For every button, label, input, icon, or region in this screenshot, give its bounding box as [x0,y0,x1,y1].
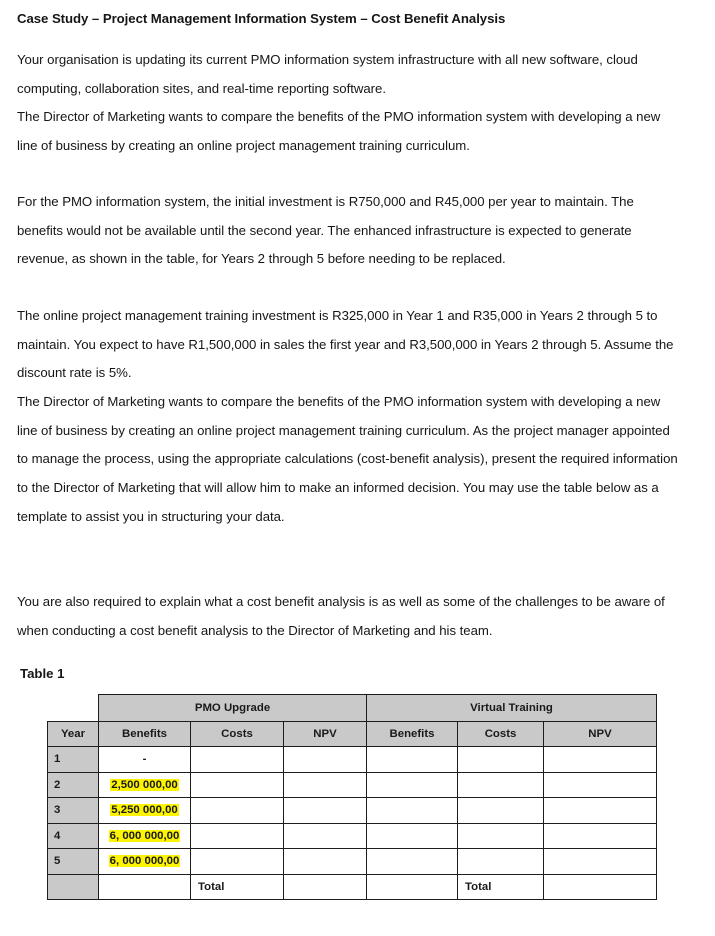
cost-benefit-table-container [47,694,657,900]
cell-benefits-training [367,798,458,824]
cell-npv-pmo [284,849,367,875]
cell-year [48,874,99,900]
cell-year: 3 [48,798,99,824]
column-header-npv-training: NPV [544,722,657,747]
highlighted-value: 5,250 000,00 [111,804,178,817]
cell-benefits-training [367,747,458,773]
table-row [48,772,657,798]
table-header-row [48,722,657,747]
paragraph-5: The Director of Marketing wants to compare the benefits of the PMO information system with developing a new line of business by creating an online project management training curriculum. As the project manager appointed to manage the process, using the appropriate calculations (cost-benefit analysis), present the required information to the Director of Marketing that will allow him to make an informed decision. You may use the table below as a template to assist you in structuring your data. [17,394,678,524]
highlighted-value: 6, 000 000,00 [109,829,180,842]
paragraph-4: The online project management training investment is R325,000 in Year 1 and R35,000 in Years 2 through 5 to maintain. You expect to have R1,500,000 in sales the first year and R3,500,000 in Years 2 through 5. Assume the discount rate is 5%. [17,308,674,381]
column-header-benefits-training: Benefits [367,722,458,747]
cell-npv-training [544,874,657,900]
cell-benefits-pmo [99,747,191,773]
cell-npv-pmo [284,747,367,773]
cell-costs-pmo [191,823,284,849]
empty-value-dash: - [142,753,147,766]
cell-benefits-training [367,772,458,798]
cell-benefits-training [367,849,458,875]
cost-benefit-table [47,694,657,900]
cell-costs-pmo [191,772,284,798]
paragraph-1: Your organisation is updating its current PMO information system infrastructure with all new software, cloud computing, collaboration sites, and real-time reporting software. [17,52,638,96]
table-group-header-row [48,695,657,722]
cell-benefits-pmo [99,798,191,824]
cell-costs-pmo [191,747,284,773]
cell-npv-training [544,798,657,824]
table-row [48,823,657,849]
table-row [48,849,657,875]
cell-benefits-pmo [99,849,191,875]
table-corner-cell [48,695,99,722]
table-row [48,798,657,824]
table-caption: Table 1 [20,666,65,681]
cell-costs-training [458,823,544,849]
group-header-pmo-upgrade: PMO Upgrade [99,695,367,722]
column-header-costs-pmo: Costs [191,722,284,747]
column-header-costs-training: Costs [458,722,544,747]
cell-benefits-training [367,823,458,849]
cell-costs-training [458,772,544,798]
table-body [48,747,657,900]
cell-npv-pmo [284,874,367,900]
cell-npv-training [544,772,657,798]
cell-npv-training [544,747,657,773]
paragraph-6: You are also required to explain what a cost benefit analysis is as well as some of the challenges to be aware of when conducting a cost benefit analysis to the Director of Marketing and his team. [17,594,665,638]
cell-costs-training [458,798,544,824]
cell-npv-pmo [284,798,367,824]
table-row [48,874,657,900]
cell-benefits-pmo [99,823,191,849]
cell-costs-pmo [191,849,284,875]
group-header-virtual-training: Virtual Training [367,695,657,722]
cell-benefits-pmo [99,874,191,900]
cell-year: 1 [48,747,99,773]
table-row [48,747,657,773]
cell-npv-training [544,849,657,875]
cell-costs-training [458,747,544,773]
cell-costs-pmo: Total [191,874,284,900]
cell-benefits-training [367,874,458,900]
highlighted-value: 6, 000 000,00 [109,855,180,868]
cell-year: 4 [48,823,99,849]
cell-costs-pmo [191,798,284,824]
cell-costs-training [458,849,544,875]
highlighted-value: 2,500 000,00 [111,778,178,791]
column-header-benefits-pmo: Benefits [99,722,191,747]
cell-year: 5 [48,849,99,875]
column-header-npv-pmo: NPV [284,722,367,747]
paragraph-3: For the PMO information system, the initial investment is R750,000 and R45,000 per year to maintain. The benefits would not be available until the second year. The enhanced infrastructure is expected to generate revenue, as shown in the table, for Years 2 through 5 before needing to be replaced. [17,194,634,267]
page-title: Case Study – Project Management Information System – Cost Benefit Analysis [17,11,506,26]
column-header-year: Year [48,722,99,747]
cell-benefits-pmo [99,772,191,798]
paragraph-2: The Director of Marketing wants to compare the benefits of the PMO information system with developing a new line of business by creating an online project management training curriculum. [17,109,661,153]
cell-npv-training [544,823,657,849]
cell-npv-pmo [284,823,367,849]
cell-npv-pmo [284,772,367,798]
cell-year: 2 [48,772,99,798]
cell-costs-training: Total [458,874,544,900]
